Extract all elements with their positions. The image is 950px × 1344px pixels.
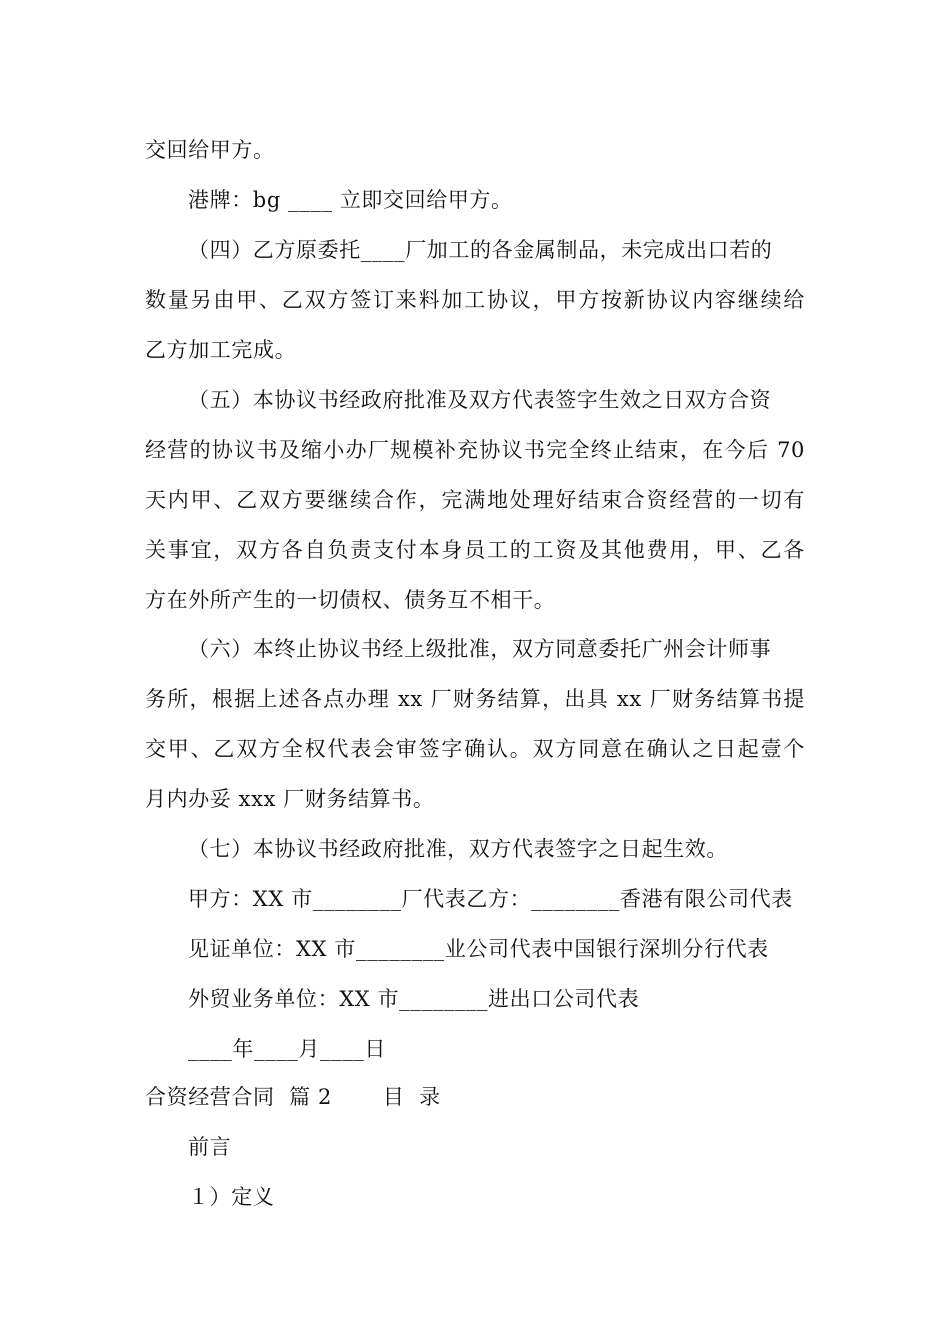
clause-6-line: 务所，根据上述各点办理 xx 厂财务结算，出具 xx 厂财务结算书提 [145, 687, 805, 711]
clause-5-line: 经营的协议书及缩小办厂规模补充协议书完全终止结束，在今后 70 [145, 438, 805, 462]
clause-5-line: （五）本协议书经政府批准及双方代表签字生效之日双方合资 [188, 388, 772, 412]
section-heading: 合资经营合同 篇 2 目 录 [145, 1085, 441, 1109]
paragraph-line: 港牌：bg ____ 立即交回给甲方。 [188, 188, 513, 212]
clause-5-line: 关事宜，双方各自负责支付本身员工的工资及其他费用，甲、乙各 [145, 538, 805, 562]
clause-6-line: （六）本终止协议书经上级批准，双方同意委托广州会计师事 [188, 637, 772, 661]
clause-5-line: 天内甲、乙双方要继续合作，完满地处理好结束合资经营的一切有 [145, 488, 805, 512]
signature-foreign-trade: 外贸业务单位：XX 市________进出口公司代表 [188, 987, 640, 1011]
date-line: ____年____月____日 [188, 1037, 386, 1061]
signature-witness: 见证单位：XX 市________业公司代表中国银行深圳分行代表 [188, 937, 769, 961]
toc-definitions: １）定义 [188, 1185, 275, 1209]
clause-6-line: 月内办妥 xxx 厂财务结算书。 [145, 787, 435, 811]
clause-4-line: 数量另由甲、乙双方签订来料加工协议，甲方按新协议内容继续给 [145, 288, 805, 312]
signature-party-a-b: 甲方：XX 市________厂代表乙方：________香港有限公司代表 [188, 887, 793, 911]
clause-4-line: 乙方加工完成。 [145, 338, 297, 362]
paragraph-line: 交回给甲方。 [145, 138, 275, 162]
clause-6-line: 交甲、乙双方全权代表会审签字确认。双方同意在确认之日起壹个 [145, 737, 805, 761]
clause-7-line: （七）本协议书经政府批准，双方代表签字之日起生效。 [188, 837, 728, 861]
clause-5-line: 方在外所产生的一切债权、债务互不相干。 [145, 588, 556, 612]
toc-preface: 前言 [188, 1135, 232, 1159]
clause-4-line: （四）乙方原委托____厂加工的各金属制品，未完成出口若的 [188, 238, 773, 262]
